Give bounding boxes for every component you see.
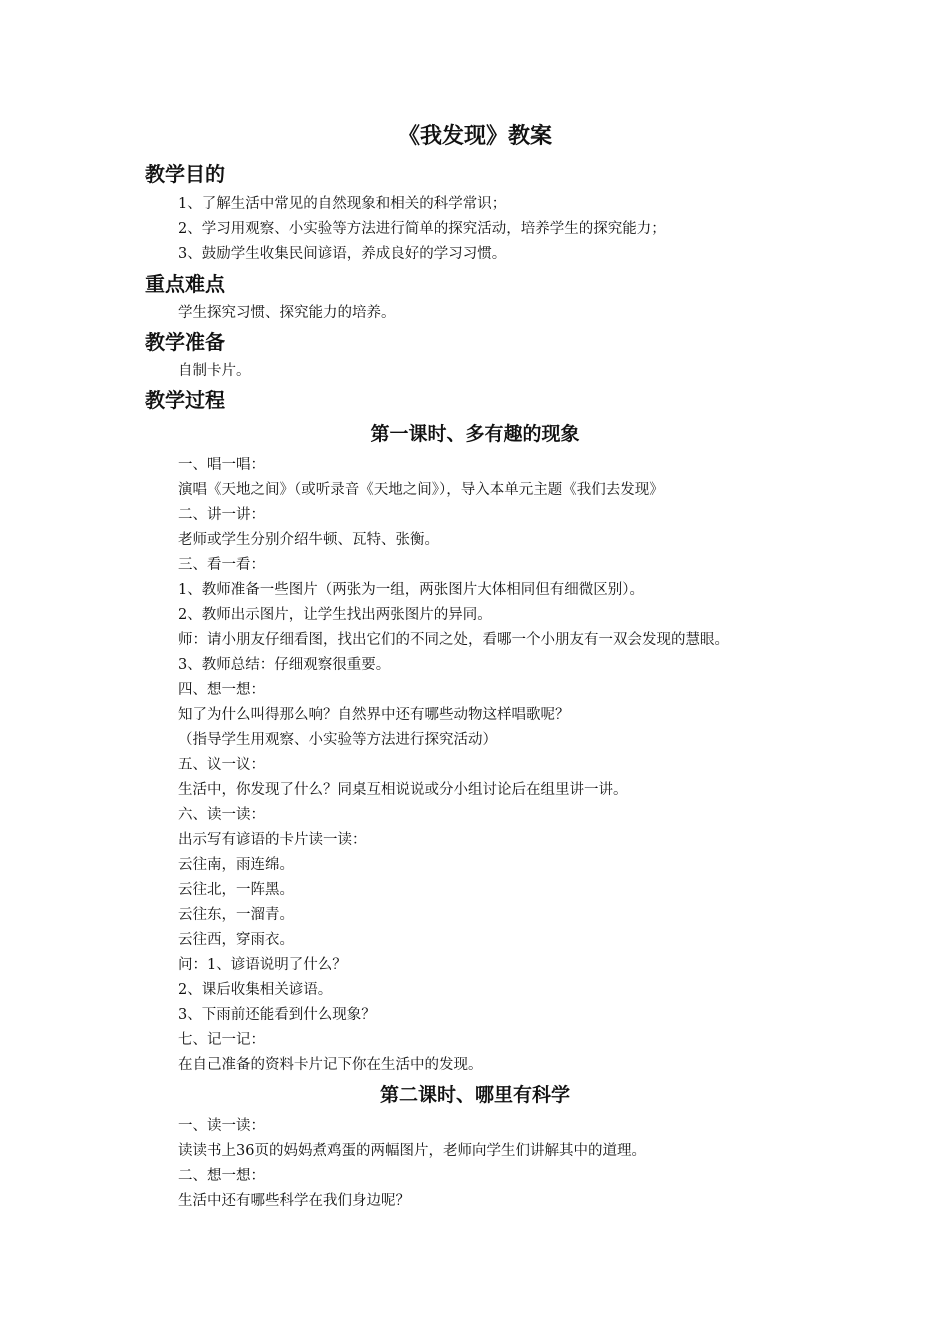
section-heading-preparation: 教学准备: [145, 330, 225, 354]
section-heading-objectives: 教学目的: [145, 162, 225, 186]
lesson1-line: 云往西，穿雨衣。: [178, 932, 294, 948]
lesson1-line: 三、看一看：: [178, 557, 265, 573]
lesson2-line: 读读书上36页的妈妈煮鸡蛋的两幅图片，老师向学生们讲解其中的道理。: [178, 1143, 646, 1159]
lesson1-line: 一、唱一唱：: [178, 457, 265, 473]
lesson1-line: 2、课后收集相关谚语。: [178, 982, 333, 998]
lesson2-line: 生活中还有哪些科学在我们身边呢？: [178, 1193, 410, 1209]
lesson1-line: 云往北，一阵黑。: [178, 882, 294, 898]
lesson1-line: 六、读一读：: [178, 807, 265, 823]
key-points-line: 学生探究习惯、探究能力的培养。: [178, 305, 396, 321]
lesson1-line: 四、想一想：: [178, 682, 265, 698]
lesson1-line: 1、教师准备一些图片（两张为一组，两张图片大体相同但有细微区别）。: [178, 582, 644, 598]
lesson1-line: 问：1、谚语说明了什么？: [178, 957, 347, 973]
lesson1-line: 演唱《天地之间》（或听录音《天地之间》），导入本单元主题《我们去发现》: [178, 482, 664, 498]
section-heading-process: 教学过程: [145, 388, 225, 412]
preparation-line: 自制卡片。: [178, 363, 251, 379]
lesson1-title: 第一课时、多有趣的现象: [370, 423, 580, 445]
lesson1-line: 3、教师总结：仔细观察很重要。: [178, 657, 391, 673]
lesson1-line: 五、议一议：: [178, 757, 265, 773]
lesson1-line: 云往南，雨连绵。: [178, 857, 294, 873]
objective-line-2: 2、学习用观察、小实验等方法进行简单的探究活动，培养学生的探究能力；: [178, 221, 666, 237]
lesson2-title: 第二课时、哪里有科学: [379, 1084, 570, 1106]
lesson1-line: 师：请小朋友仔细看图，找出它们的不同之处，看哪一个小朋友有一双会发现的慧眼。: [178, 632, 729, 648]
lesson1-line: 老师或学生分别介绍牛顿、瓦特、张衡。: [178, 532, 439, 548]
lesson1-line: 3、下雨前还能看到什么现象？: [178, 1007, 376, 1023]
section-heading-key-points: 重点难点: [145, 272, 225, 296]
lesson2-line: 二、想一想：: [178, 1168, 265, 1184]
lesson1-line: 生活中，你发现了什么？同桌互相说说或分小组讨论后在组里讲一讲。: [178, 782, 628, 798]
lesson1-line: 二、讲一讲：: [178, 507, 265, 523]
document-title: 《我发现》教案: [397, 124, 552, 149]
lesson1-line: 云往东，一溜青。: [178, 907, 294, 923]
objective-line-3: 3、鼓励学生收集民间谚语，养成良好的学习习惯。: [178, 246, 507, 262]
lesson1-line: （指导学生用观察、小实验等方法进行探究活动）: [178, 732, 497, 748]
lesson2-line: 一、读一读：: [178, 1118, 265, 1134]
lesson1-line: 出示写有谚语的卡片读一读：: [178, 832, 367, 848]
objective-line-1: 1、了解生活中常见的自然现象和相关的科学常识；: [178, 196, 507, 212]
lesson1-line: 七、记一记：: [178, 1032, 265, 1048]
lesson1-line: 知了为什么叫得那么响？自然界中还有哪些动物这样唱歌呢？: [178, 707, 570, 723]
lesson1-line: 2、教师出示图片，让学生找出两张图片的异同。: [178, 607, 492, 623]
lesson1-line: 在自己准备的资料卡片记下你在生活中的发现。: [178, 1057, 483, 1073]
